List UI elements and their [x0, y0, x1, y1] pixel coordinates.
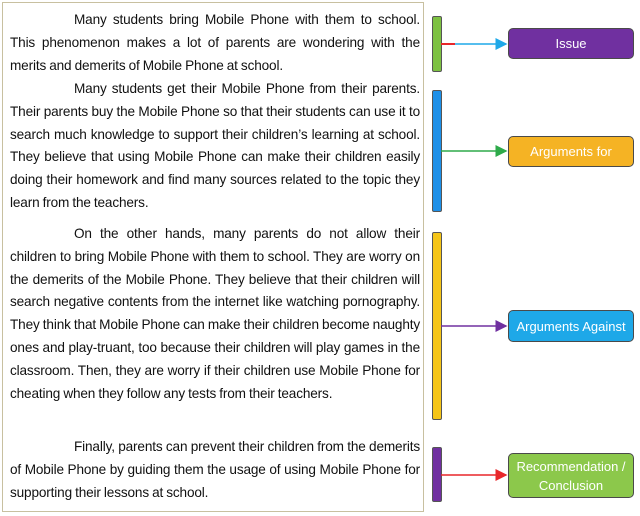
paragraph-arguments-for: Many students get their Mobile Phone from their parents. Their parents buy the Mobile Phone so that their students can use it to search much knowledge to support their children’s learning at school. They believe that using Mobile Phone can make their children easily doing their homework and find many sources related to the topic they learn from the teachers.	[10, 81, 420, 210]
paragraph-issue: Many students bring Mobile Phone with them to school. This phenomenon makes a lot of parents are wondering with the merits and demerits of Mobile Phone at school.	[10, 12, 420, 73]
paragraph-arguments-against: On the other hands, many parents do not allow their children to bring Mobile Phone with them to school. They are worry on the demerits of the Mobile Phone. They believe that their children will search negative contents from the internet like watching pornography. They think that Mobile Phone can make their children become naughty ones and play-truant, too because their children will play games in the classroom. Then, they are worry if their children use Mobile Phone for cheating when they follow any tests from their teachers.	[10, 226, 420, 401]
arguments-for-label: Arguments for	[508, 136, 634, 167]
arguments-against-label: Arguments Against	[508, 310, 634, 342]
issue-label: Issue	[508, 28, 634, 59]
recommendation-label: Recommendation / Conclusion	[508, 453, 634, 498]
paragraph-recommendation: Finally, parents can prevent their children from the demerits of Mobile Phone by guiding them the usage of using Mobile Phone for supporting their lessons at school.	[10, 439, 420, 500]
